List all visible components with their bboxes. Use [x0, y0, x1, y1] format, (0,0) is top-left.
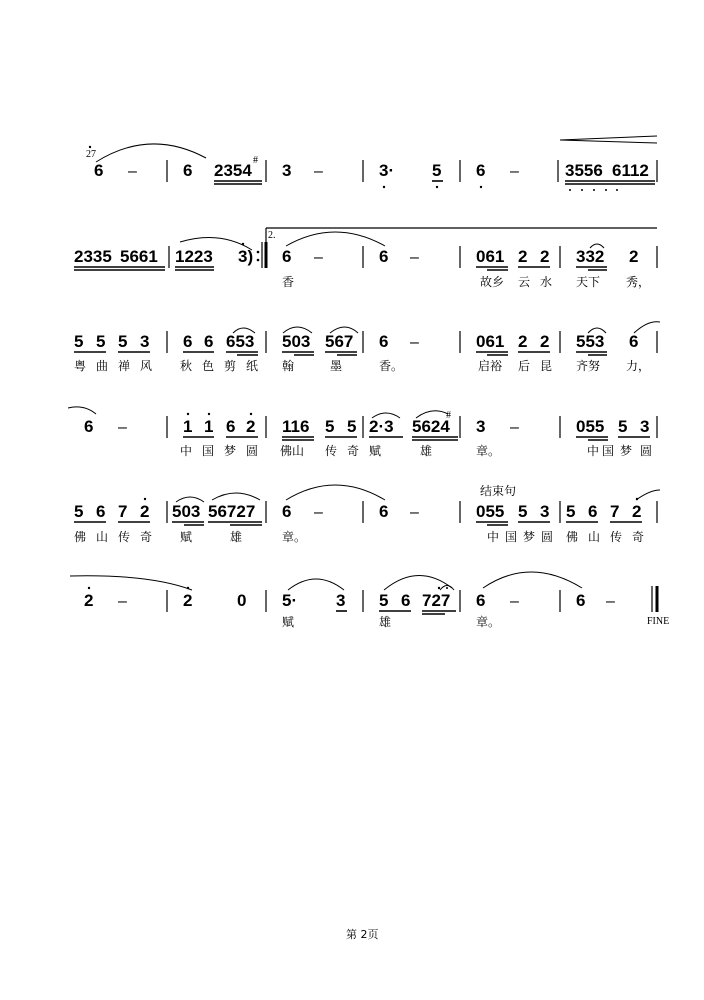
- note: 1: [183, 417, 193, 436]
- note: 2: [140, 502, 150, 521]
- lyric: 章。: [282, 530, 307, 544]
- lyric: 曲: [96, 359, 109, 373]
- note: 2335: [74, 247, 112, 266]
- dash: –: [510, 163, 519, 180]
- note: 6: [379, 247, 389, 266]
- lyric: 传: [325, 444, 338, 458]
- note: 055: [576, 417, 605, 436]
- lyric: 秀，: [626, 275, 651, 289]
- note: 6: [226, 417, 236, 436]
- note: 6: [282, 502, 292, 521]
- dash: –: [314, 249, 323, 266]
- slur: [96, 144, 206, 162]
- note: 3: [476, 417, 486, 436]
- lyric: 墨: [330, 359, 343, 373]
- dash: –: [606, 593, 615, 610]
- note: 5: [96, 332, 106, 351]
- note: 061: [476, 332, 505, 351]
- note: 3: [336, 591, 346, 610]
- page-number: 第 2页: [346, 928, 379, 941]
- dot-above: [438, 587, 440, 589]
- lyric: 赋: [180, 530, 193, 544]
- lyric: 纸: [246, 359, 259, 373]
- slur: [212, 493, 260, 500]
- sharp-sign: #: [446, 410, 451, 421]
- note: 6: [476, 591, 486, 610]
- dot-above: [187, 413, 189, 415]
- slur: [636, 490, 660, 500]
- note: 6: [401, 591, 411, 610]
- row-5: [74, 483, 660, 544]
- row-2: [74, 228, 657, 289]
- note: 56727: [208, 502, 256, 521]
- dash: –: [410, 249, 419, 266]
- note: 5: [566, 502, 576, 521]
- note: 653: [226, 332, 255, 351]
- row-1: [86, 136, 657, 191]
- note: 3: [282, 161, 292, 180]
- note: 061: [476, 247, 505, 266]
- note: 2354: [214, 161, 252, 180]
- slur: [286, 485, 385, 500]
- lyric: 梦: [224, 444, 237, 458]
- dot-below: [616, 189, 618, 191]
- note: 5: [618, 417, 628, 436]
- lyric: 圆: [541, 530, 554, 544]
- note: 6: [379, 332, 389, 351]
- note: 3): [238, 247, 254, 266]
- dash: –: [410, 334, 419, 351]
- lyric: 水: [540, 275, 553, 289]
- dot-above: [208, 413, 210, 415]
- note: 5: [325, 417, 335, 436]
- note: 3556: [565, 161, 603, 180]
- dash: –: [128, 163, 137, 180]
- note: 7: [610, 502, 620, 521]
- lyric: 赋: [282, 615, 295, 629]
- note: 503: [172, 502, 201, 521]
- dash: –: [118, 419, 127, 436]
- lyric: 山: [588, 530, 601, 544]
- lyric: 国: [602, 444, 615, 458]
- note: 6: [588, 502, 598, 521]
- slur: [288, 579, 344, 590]
- dot-below: [593, 189, 595, 191]
- note: 5·: [282, 591, 298, 610]
- dot-below: [605, 189, 607, 191]
- lyric: 奇: [632, 530, 645, 544]
- note: 6: [629, 332, 639, 351]
- row-4: [68, 407, 657, 458]
- lyric: 故乡: [480, 275, 505, 289]
- note: 5: [432, 161, 442, 180]
- note: 2·3: [369, 417, 394, 436]
- note: 5: [347, 417, 357, 436]
- lyric: 齐努: [576, 359, 601, 373]
- lyric: 梦: [620, 444, 633, 458]
- slur: [483, 572, 582, 588]
- note: 1: [204, 417, 214, 436]
- note: 553: [576, 332, 605, 351]
- note: 055: [476, 502, 505, 521]
- lyric: 昆: [540, 359, 553, 373]
- lyric: 雄: [379, 615, 392, 629]
- dot-above: [89, 146, 91, 148]
- lyric: 圆: [640, 444, 653, 458]
- lyric: 秋: [180, 359, 193, 373]
- lyric: 香。: [379, 359, 404, 373]
- sharp-sign: #: [253, 155, 258, 166]
- note: 2: [183, 591, 193, 610]
- lyric: 中: [487, 530, 500, 544]
- fine-label: FINE: [647, 616, 670, 627]
- dot-below: [383, 186, 385, 188]
- lyric: 雄: [420, 444, 433, 458]
- note: 567: [325, 332, 354, 351]
- note: 6: [84, 417, 94, 436]
- note: 1223: [175, 247, 213, 266]
- note: 6: [576, 591, 586, 610]
- lyric: 奇: [347, 444, 360, 458]
- note: 6: [379, 502, 389, 521]
- note: 2: [632, 502, 642, 521]
- note: 5661: [120, 247, 158, 266]
- dot-below: [436, 186, 438, 188]
- lyric: 佛山: [280, 444, 305, 458]
- note: 3: [540, 502, 550, 521]
- dash: –: [510, 419, 519, 436]
- lyric: 后: [518, 359, 531, 373]
- repeat-dot: [257, 251, 260, 254]
- dot-below: [569, 189, 571, 191]
- dash: –: [314, 504, 323, 521]
- dash: –: [410, 504, 419, 521]
- note: 3·: [379, 161, 395, 180]
- lyric: 传: [610, 530, 623, 544]
- note: 5: [74, 502, 84, 521]
- lyric: 云: [518, 275, 531, 289]
- note: 0: [237, 591, 247, 610]
- slur: [68, 407, 96, 414]
- lyric: 雄: [230, 530, 243, 544]
- dash: –: [510, 593, 519, 610]
- dot-below: [480, 186, 482, 188]
- lyric: 色: [202, 359, 215, 373]
- lyric: 中: [587, 444, 600, 458]
- lyric: 中: [180, 444, 193, 458]
- note: 6: [183, 161, 193, 180]
- note: 5: [74, 332, 84, 351]
- note: 5: [118, 332, 128, 351]
- note: 2: [246, 417, 256, 436]
- note: 2: [518, 332, 528, 351]
- dash: –: [314, 163, 323, 180]
- note: 6: [96, 502, 106, 521]
- lyric: 风: [140, 359, 153, 373]
- lyric: 传: [118, 530, 131, 544]
- note: 6: [183, 332, 193, 351]
- lyric: 梦: [523, 530, 536, 544]
- note: 2: [518, 247, 528, 266]
- volta-label: 2.: [268, 230, 276, 241]
- note: 332: [576, 247, 605, 266]
- note: 6: [94, 161, 104, 180]
- lyric: 国: [202, 444, 215, 458]
- lyric: 禅: [118, 359, 131, 373]
- lyric: 翰: [282, 359, 295, 373]
- lyric: 香: [282, 275, 295, 289]
- dot-above: [88, 587, 90, 589]
- lyric: 粤: [74, 359, 87, 373]
- hairpin-diminuendo: [560, 136, 657, 143]
- lyric: 奇: [140, 530, 153, 544]
- slur: [286, 232, 385, 246]
- dot-above: [144, 498, 146, 500]
- note: 2: [629, 247, 639, 266]
- measure-number: 27: [86, 149, 96, 160]
- lyric: 天下: [576, 275, 601, 289]
- note: 503: [282, 332, 311, 351]
- note: 2: [84, 591, 94, 610]
- dot-below: [581, 189, 583, 191]
- note: 5: [379, 591, 389, 610]
- fermata-dot: [446, 587, 448, 589]
- note: 2: [540, 247, 550, 266]
- row-6: [70, 572, 669, 629]
- lyric: 章。: [476, 615, 501, 629]
- dot-above: [250, 413, 252, 415]
- ending-phrase-label: 结束句: [480, 484, 517, 498]
- repeat-dot: [257, 259, 260, 262]
- dot-above: [187, 587, 189, 589]
- lyric: 赋: [369, 444, 382, 458]
- lyric: 剪: [224, 359, 237, 373]
- lyric: 圆: [246, 444, 259, 458]
- dash: –: [118, 593, 127, 610]
- note: 6: [476, 161, 486, 180]
- note: 5: [518, 502, 528, 521]
- row-3: [74, 322, 660, 373]
- lyric: 国: [505, 530, 518, 544]
- lyric: 启裕: [478, 359, 503, 373]
- dot-above: [242, 243, 244, 245]
- note: 727: [422, 591, 451, 610]
- lyric: 山: [96, 530, 109, 544]
- note: 7: [118, 502, 128, 521]
- note: 3: [140, 332, 150, 351]
- note: 6: [204, 332, 214, 351]
- note: 3: [640, 417, 650, 436]
- note: 2: [540, 332, 550, 351]
- lyric: 佛: [566, 530, 579, 544]
- lyric: 佛: [74, 530, 87, 544]
- note: 5624: [412, 417, 450, 436]
- lyric: 力，: [626, 359, 651, 373]
- note: 116: [282, 417, 310, 436]
- note: 6: [282, 247, 292, 266]
- note: 6112: [612, 161, 649, 180]
- lyric: 章。: [476, 444, 501, 458]
